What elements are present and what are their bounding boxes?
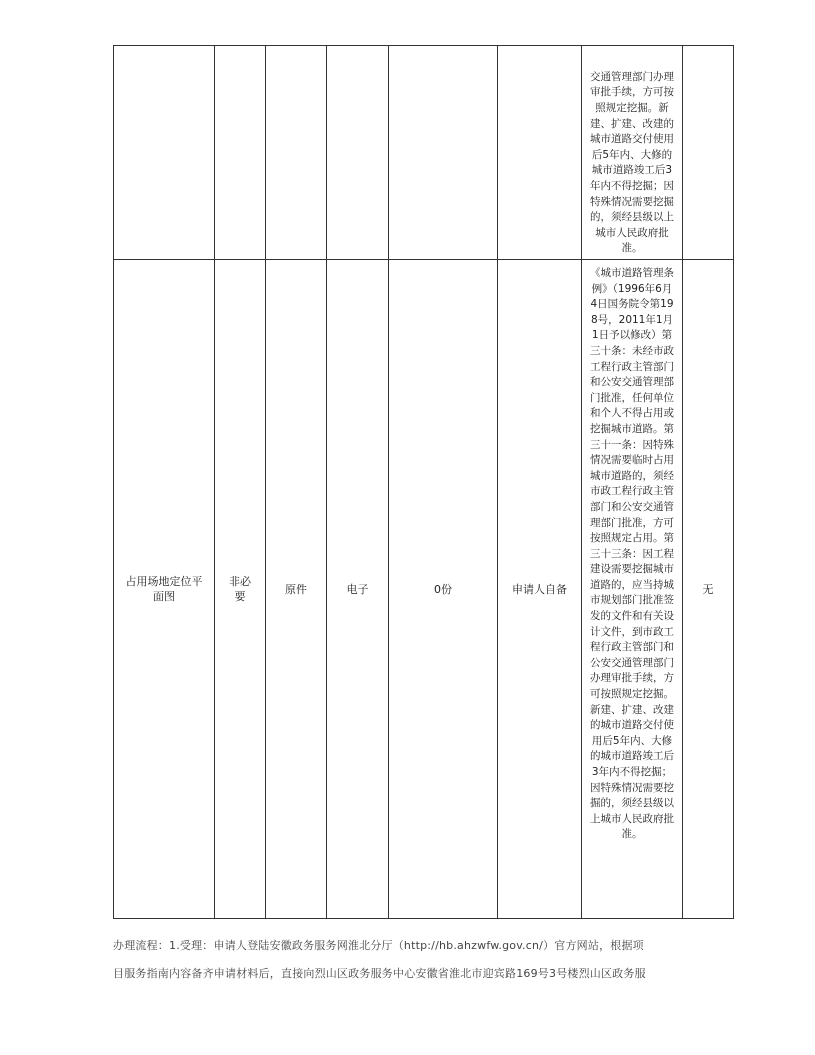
required-cell bbox=[215, 46, 266, 260]
materials-table bbox=[113, 45, 734, 919]
table-row bbox=[114, 46, 734, 260]
required-cell bbox=[215, 260, 266, 919]
source-cell bbox=[498, 260, 582, 919]
material-source: 申请人自备 bbox=[512, 582, 567, 596]
process-text-line-2: 目服务指南内容备齐申请材料后，直接向烈山区政务服务中心安徽省淮北市迎宾路169号3号楼烈山区政务服 bbox=[113, 967, 646, 980]
legal-basis-text: 《城市道路管理条例》（1996年6月4日国务院令第198号，2011年1月1日予以修改）第三十条：未经市政工程行政主管部门和公安交通管理部门批准，任何单位和个人不得占用或挖掘城市道路。第三十一条：因特殊情况需要临时占用城市道路的，须经市政工程行政主管部门和公安交通管理部门批准，方可按照规定占用。第三十三条：因工程建设需要挖掘城市道路的，应当持城市规划部门批准签发的文件和有关设计文件，到市政工程行政主管部门和公安交通管理部门办理审批手续，方可按照规定挖掘。新建、扩建、改建的城市道路交付使用后5年内、大修的城市道路竣工后3年内不得挖掘；因特殊情况需要挖掘的，须经县级以上城市人民政府批准。 bbox=[590, 267, 674, 841]
process-text-line-1: 办理流程：1.受理：申请人登陆安徽政务服务网淮北分厅（http://hb.ahzwfw.gov.cn/）官方网站，根据项 bbox=[113, 939, 644, 952]
material-name-cell bbox=[114, 46, 215, 260]
material-form-cell bbox=[327, 46, 389, 260]
material-type: 原件 bbox=[285, 582, 307, 596]
copies-cell bbox=[389, 46, 498, 260]
copies-cell bbox=[389, 260, 498, 919]
copies: 0份 bbox=[434, 582, 452, 596]
material-type-cell bbox=[266, 260, 327, 919]
remark-cell bbox=[683, 260, 734, 919]
remark: 无 bbox=[702, 582, 714, 596]
material-name: 占用场地定位平面图 bbox=[125, 575, 203, 603]
legal-basis-cell bbox=[582, 46, 683, 260]
source-cell bbox=[498, 46, 582, 260]
material-name-cell bbox=[114, 260, 215, 919]
remark-cell bbox=[683, 46, 734, 260]
legal-basis-cell bbox=[582, 260, 683, 919]
required-flag: 非必要 bbox=[229, 575, 251, 603]
material-form: 电子 bbox=[346, 582, 369, 596]
legal-basis-text: 交通管理部门办理审批手续，方可按照规定挖掘。新建、扩建、改建的城市道路交付使用后5年内、大修的城市道路竣工后3年内不得挖掘；因特殊情况需要挖掘的，须经县级以上城市人民政府批准。 bbox=[590, 70, 674, 255]
material-form-cell bbox=[327, 260, 389, 919]
material-type-cell bbox=[266, 46, 327, 260]
table-row bbox=[114, 260, 734, 919]
